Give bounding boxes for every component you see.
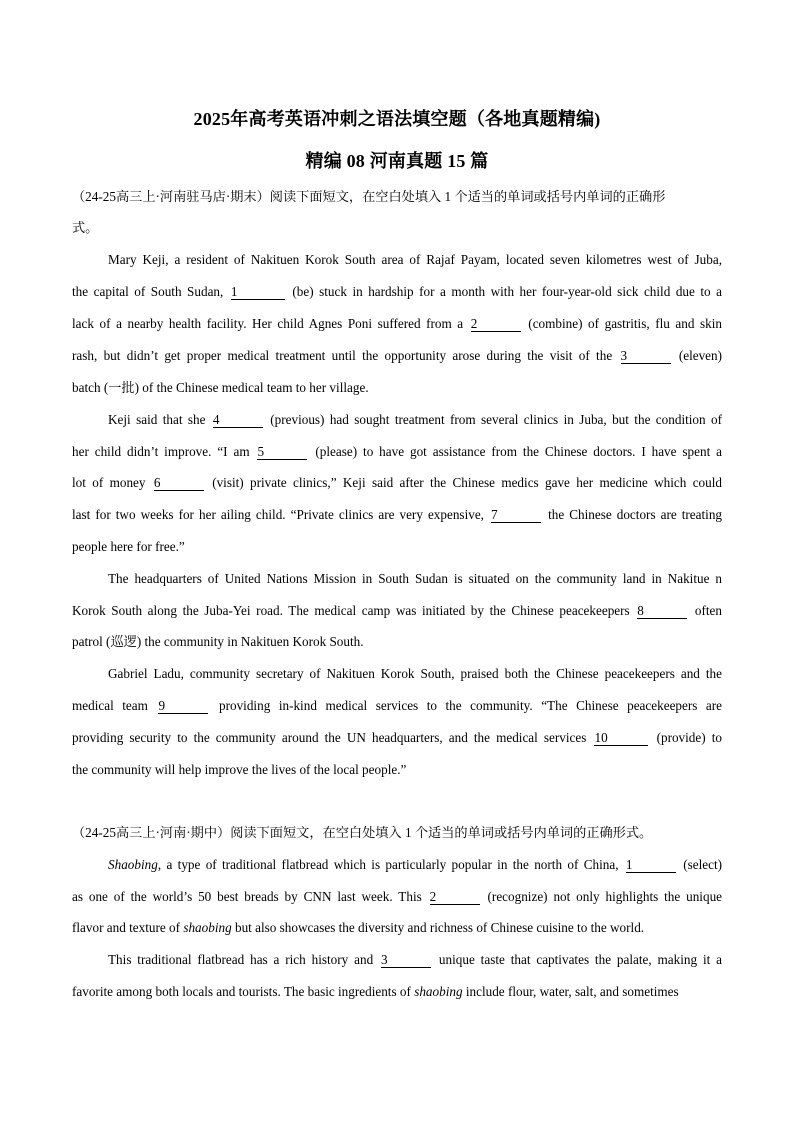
passage1-line: people here for free.”	[72, 539, 185, 554]
passage2-line: flavor and texture of shaobing but also showcases the diversity and richness of Chinese cuisine to the world.	[72, 920, 645, 935]
passage1-line: the capital of South Sudan, 1 (be) stuck in hardship for a month with her four-year-old sick child due to a	[72, 284, 722, 299]
answer-blank[interactable]: 6	[154, 476, 204, 491]
passage2-line: as one of the world’s 50 best breads by CNN last week. This 2 (recognize) not only highlights the unique	[72, 889, 723, 904]
document-subtitle: 精编 08 河南真题 15 篇	[305, 151, 489, 171]
passage2-line: favorite among both locals and tourists. The basic ingredients of shaobing include flour, water, salt, and sometimes	[72, 984, 679, 999]
passage1-instruction-cont: 式。	[72, 220, 99, 235]
passage1-line: her child didn’t improve. “I am 5 (please) to have got assistance from the Chinese doctors. I have spent a	[72, 444, 722, 459]
passage1-line: medical team 9 providing in-kind medical services to the community. “The Chinese peacekeepers are	[72, 698, 723, 713]
answer-blank[interactable]: 2	[430, 890, 480, 905]
answer-blank[interactable]: 9	[158, 699, 208, 714]
passage2-line: This traditional flatbread has a rich history and 3 unique taste that captivates the palate, making it a	[108, 952, 723, 967]
passage1-line: Gabriel Ladu, community secretary of Nakituen Korok South, praised both the Chinese peacekeepers and the	[108, 666, 722, 681]
passage2-line: Shaobing, a type of traditional flatbread which is particularly popular in the north of China, 1 (select)	[108, 857, 723, 872]
passage1-line: lack of a nearby health facility. Her child Agnes Poni suffered from a 2 (combine) of gastritis, flu and skin	[72, 316, 723, 331]
passage1-line: the community will help improve the lives of the local people.”	[72, 762, 407, 777]
answer-blank[interactable]: 5	[257, 445, 307, 460]
answer-blank[interactable]: 7	[491, 508, 541, 523]
passage1-line: lot of money 6 (visit) private clinics,” Keji said after the Chinese medics gave her medicine which could	[72, 475, 722, 490]
passage1-instruction: （24-25高三上·河南驻马店·期末）阅读下面短文，在空白处填入 1 个适当的单词或括号内单词的正确形	[72, 189, 666, 204]
passage1-line: batch (一批) of the Chinese medical team to her village.	[72, 380, 369, 395]
passage1-line: rash, but didn’t get proper medical treatment until the opportunity arose during the visit of the 3 (eleven)	[72, 348, 723, 363]
passage2-instruction: （24-25高三上·河南·期中）阅读下面短文，在空白处填入 1 个适当的单词或括号内单词的正确形式。	[72, 825, 653, 840]
passage1-line: Keji said that she 4 (previous) had sought treatment from several clinics in Juba, but the condition of	[108, 412, 722, 427]
answer-blank[interactable]: 4	[213, 413, 263, 428]
passage1-line: last for two weeks for her ailing child. “Private clinics are very expensive, 7 the Chinese doctors are treating	[72, 507, 723, 522]
passage1-line: patrol (巡逻) the community in Nakituen Korok South.	[72, 634, 364, 649]
passage1-line: Korok South along the Juba-Yei road. The medical camp was initiated by the Chinese peacekeepers 8 often	[72, 603, 723, 618]
document-title: 2025年高考英语冲刺之语法填空题（各地真题精编)	[193, 109, 601, 129]
answer-blank[interactable]: 3	[381, 953, 431, 968]
answer-blank[interactable]: 1	[231, 285, 285, 300]
passage1-line: Mary Keji, a resident of Nakituen Korok South area of Rajaf Payam, located seven kilometres west of Juba,	[108, 252, 722, 267]
passage1-line: providing security to the community around the UN headquarters, and the medical services 10 (provide) to	[72, 730, 722, 745]
answer-blank[interactable]: 10	[594, 731, 648, 746]
answer-blank[interactable]: 1	[626, 858, 676, 873]
answer-blank[interactable]: 2	[471, 317, 521, 332]
passage1-line: The headquarters of United Nations Mission in South Sudan is situated on the community land in Nakitue n	[108, 571, 722, 586]
answer-blank[interactable]: 3	[621, 349, 671, 364]
answer-blank[interactable]: 8	[637, 604, 687, 619]
